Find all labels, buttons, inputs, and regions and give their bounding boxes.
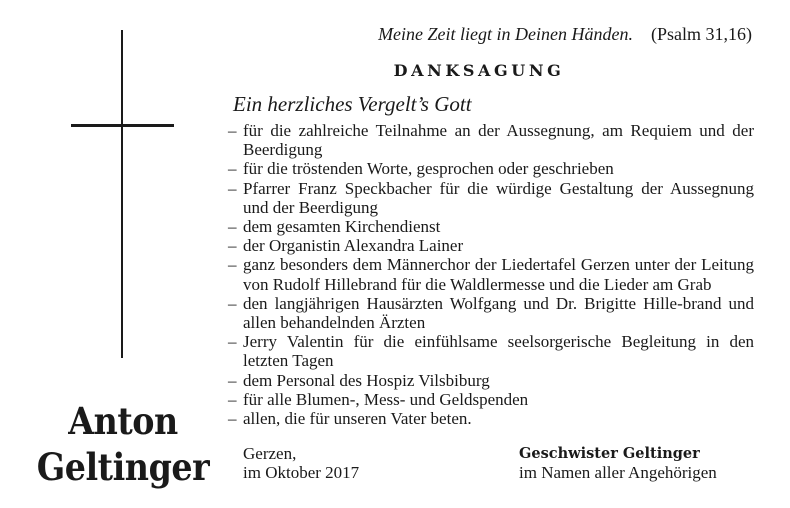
list-item: – Jerry Valentin für die einfühlsame seelsorgerische Begleitung in den letzten Tagen	[228, 332, 754, 371]
list-item: – für die zahlreiche Teilnahme an der Aussegnung, am Requiem und der Beerdigung	[228, 121, 754, 160]
motto	[250, 24, 752, 45]
list-item: – dem Personal des Hospiz Vilsbiburg	[228, 370, 490, 390]
list-item: – Pfarrer Franz Speckbacher für die würdige Gestaltung der Aussegnung und der Beerdigung	[228, 178, 754, 217]
cross-icon	[121, 30, 123, 358]
signers-name: Geschwister Geltinger	[519, 445, 700, 462]
list-item: – der Organistin Alexandra Lainer	[228, 236, 464, 256]
list-item: – den langjährigen Hausärzten Wolfgang und Dr. Brigitte Hille-brand und allen behandelnden Ärzten	[228, 293, 754, 333]
signers-note: im Namen aller Angehörigen	[519, 463, 717, 483]
list-item: – dem gesamten Kirchendienst	[228, 217, 441, 237]
deceased-last-name: Geltinger	[36, 445, 210, 489]
motto-quote: Meine Zeit liegt in Deinen Händen.	[378, 24, 633, 44]
cross-icon-bar	[71, 124, 174, 127]
list-item: – für die tröstenden Worte, gesprochen oder geschrieben	[228, 159, 614, 179]
page-title: DANKSAGUNG	[393, 61, 565, 80]
list-item: – für alle Blumen-, Mess- und Geldspenden	[228, 389, 529, 409]
place-date	[243, 444, 359, 482]
signers	[519, 444, 717, 482]
list-item: – ganz besonders dem Männerchor der Liedertafel Gerzen unter der Leitung von Rudolf Hillebrand für die Waldlermesse und die Lieder am Grab	[228, 255, 754, 294]
place-town: Gerzen,	[243, 444, 297, 463]
place-date-text: im Oktober 2017	[243, 463, 360, 483]
thanks-list	[228, 121, 754, 428]
list-item: – allen, die für unseren Vater beten.	[228, 409, 472, 429]
intro-line: Ein herzliches Vergelt’s Gott	[233, 92, 472, 116]
motto-reference: (Psalm 31,16)	[651, 24, 752, 44]
deceased-first-name: Anton	[68, 399, 178, 443]
